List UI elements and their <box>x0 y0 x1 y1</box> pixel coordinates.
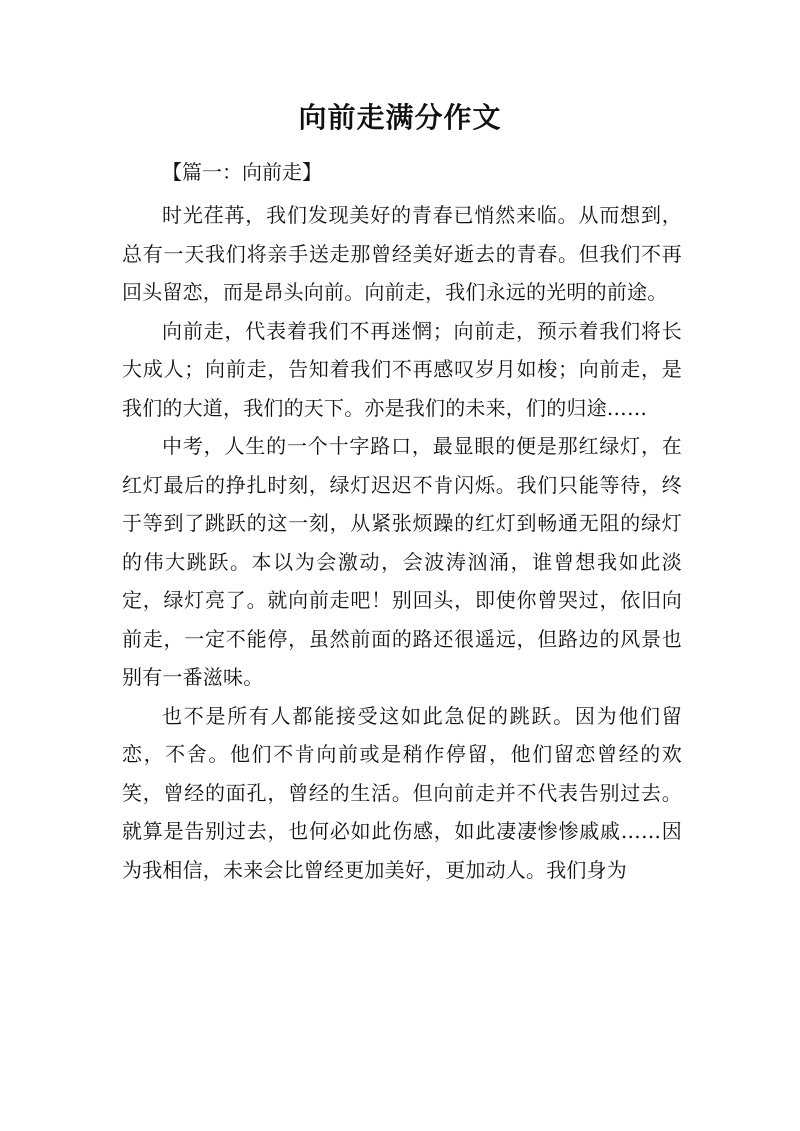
document-title: 向前走满分作文 <box>298 101 502 134</box>
paragraph-1: 时光荏苒，我们发现美好的青春已悄然来临。从而想到，总有一天我们将亲手送走那曾经美好逝去的青春。但我们不再回头留恋，而是昂头向前。向前走，我们永远的光明的前途。 <box>122 203 682 304</box>
section-label: 【篇一：向前走】 <box>162 160 322 184</box>
document-body <box>122 196 682 889</box>
paragraph-3: 中考，人生的一个十字路口，最显眼的便是那红绿灯，在红灯最后的挣扎时刻，绿灯迟迟不肯闪烁。我们只能等待，终于等到了跳跃的这一刻，从紧张烦躁的红灯到畅通无阻的绿灯的伟大跳跃。本以为会激动，会波涛汹涌，谁曾想我如此淡定，绿灯亮了。就向前走吧！别回头，即使你曾哭过，依旧向前走，一定不能停，虽然前面的路还很遥远，但路边的风景也别有一番滋味。 <box>122 434 682 689</box>
paragraph-2: 向前走，代表着我们不再迷惘；向前走，预示着我们将长大成人；向前走，告知着我们不再感叹岁月如梭；向前走，是我们的大道，我们的天下。亦是我们的未来，们的归途…… <box>122 318 682 420</box>
paragraph-4: 也不是所有人都能接受这如此急促的跳跃。因为他们留恋，不舍。他们不肯向前或是稍作停留，他们留恋曾经的欢笑，曾经的面孔，曾经的生活。但向前走并不代表告别过去。就算是告别过去，也何必如此伤感，如此凄凄惨惨戚戚……因为我相信，未来会比曾经更加美好，更加动人。我们身为 <box>122 703 682 882</box>
